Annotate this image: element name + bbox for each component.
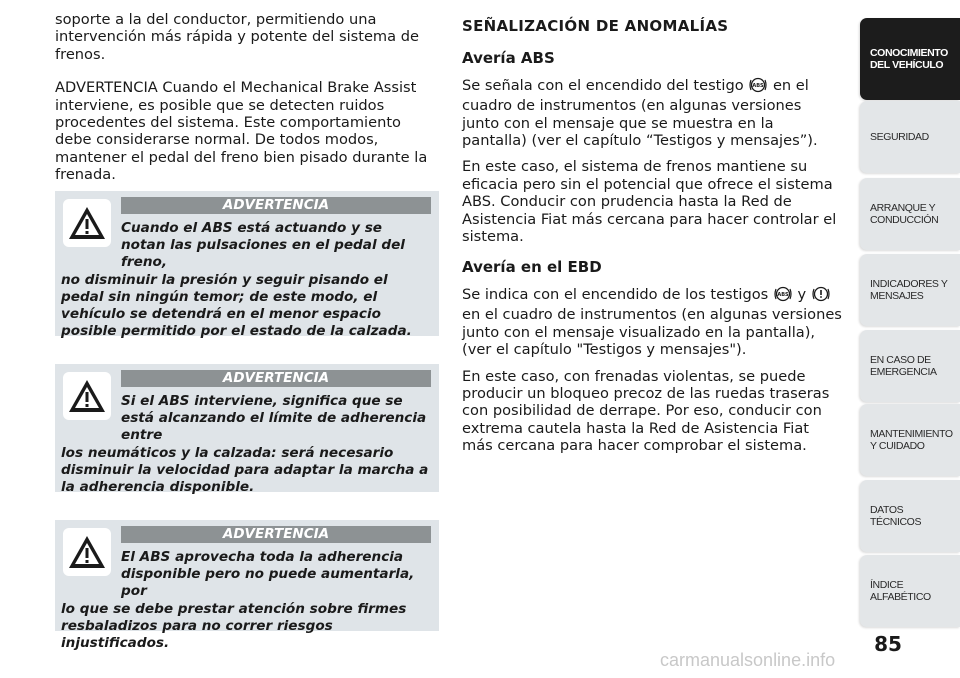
warning-heading: ADVERTENCIA bbox=[121, 370, 431, 387]
warning-heading: ADVERTENCIA bbox=[121, 526, 431, 543]
warning-lead: Si el ABS interviene, significa que se está alcanzando el límite de adherencia entre bbox=[121, 393, 427, 444]
warning-heading: ADVERTENCIA bbox=[121, 197, 431, 214]
warning-triangle-icon bbox=[63, 372, 111, 420]
warning-lead: El ABS aprovecha toda la adherencia disponible pero no puede aumentarla, por bbox=[121, 549, 415, 600]
tab-arranque-y-conduccion[interactable]: ARRANQUE Y CONDUCCIÓN bbox=[860, 178, 960, 250]
page-number: 85 bbox=[874, 632, 902, 656]
tab-mantenimiento-y-cuidado[interactable]: MANTENIMIENTO Y CUIDADO bbox=[860, 404, 960, 476]
abs-warning-light-icon bbox=[774, 286, 792, 306]
warning-box-3 bbox=[55, 520, 439, 652]
section-title: SEÑALIZACIÓN DE ANOMALÍAS bbox=[462, 17, 729, 35]
warning-text bbox=[61, 549, 431, 652]
right-column bbox=[462, 18, 842, 464]
abs-warning-light-icon bbox=[749, 77, 767, 97]
warning-box-1 bbox=[55, 191, 439, 340]
warning-text bbox=[61, 220, 431, 340]
warning-rest: lo que se debe prestar atención sobre firmes resbaladizos para no correr riesgos injustificados. bbox=[61, 600, 407, 652]
warning-rest: los neumáticos y la calzada: será necesario disminuir la velocidad para adaptar la marcha a la adherencia disponible. bbox=[61, 444, 429, 496]
intro-paragraph: soporte a la del conductor, permitiendo una intervención más rápida y potente del sistema de frenos. bbox=[55, 11, 419, 63]
tab-seguridad[interactable]: SEGURIDAD bbox=[860, 101, 960, 173]
watermark: carmanualsonline.info bbox=[660, 650, 836, 670]
warning-triangle-icon bbox=[63, 199, 111, 247]
warning-triangle-icon bbox=[63, 528, 111, 576]
left-column bbox=[55, 11, 440, 200]
warning-text bbox=[61, 393, 431, 496]
tab-indice-alfabetico[interactable]: ÍNDICE ALFABÉTICO bbox=[860, 555, 960, 627]
abs-failure-paragraph-1: Se señala con el encendido del testigo ABS en el cuadro de instrumentos (en algunas versiones junto con el mensaje que se muestra en la pantalla) (ver el capítulo “Testigos y mensajes”). bbox=[462, 76, 818, 150]
abs-failure-heading: Avería ABS bbox=[462, 49, 555, 68]
chapter-sidebar bbox=[858, 0, 960, 678]
warning-box-2 bbox=[55, 364, 439, 496]
ebd-failure-heading: Avería en el EBD bbox=[462, 258, 602, 277]
svg-text:ABS: ABS bbox=[752, 82, 764, 89]
warning-rest: no disminuir la presión y seguir pisando el pedal sin ningún temor; de este modo, el vehículo se detendrá en el menor espacio posible permitido por el estado de la calzada. bbox=[61, 271, 412, 340]
warning-lead: Cuando el ABS está actuando y se notan las pulsaciones en el pedal del freno, bbox=[121, 220, 405, 271]
svg-text:ABS: ABS bbox=[777, 291, 789, 298]
tab-en-caso-de-emergencia[interactable]: EN CASO DE EMERGENCIA bbox=[860, 330, 960, 402]
mechanical-brake-assist-paragraph: ADVERTENCIA Cuando el Mechanical Brake Assist interviene, es posible que se detecten ruidos procedentes del sistema. Este comportamiento debe considerarse normal. De todos modos, mantener el pedal del freno bien pisado durante la frenada. bbox=[55, 79, 428, 184]
ebd-failure-paragraph-1: Se indica con el encendido de los testigos ABS y en el cuadro de instrumentos (en algunas versiones junto con el mensaje visualizado en la pantalla), (ver el capítulo "Testigos y mensajes"). bbox=[462, 285, 842, 359]
tab-datos-tecnicos[interactable]: DATOS TÉCNICOS bbox=[860, 480, 960, 552]
ebd-failure-paragraph-2: En este caso, con frenadas violentas, se puede producir un bloqueo precoz de las ruedas traseras con posibilidad de derrape. Por eso, conducir con extrema cautela hasta la Red de Asistencia Fiat más cercana para hacer comprobar el sistema. bbox=[462, 367, 830, 455]
tab-indicadores-y-mensajes[interactable]: INDICADORES Y MENSAJES bbox=[860, 254, 960, 326]
abs-failure-paragraph-2: En este caso, el sistema de frenos mantiene su eficacia pero sin el potencial que ofrece el sistema ABS. Conducir con prudencia hasta la Red de Asistencia Fiat más cercana para hacer controlar el sistema. bbox=[462, 158, 837, 246]
brake-warning-light-icon bbox=[812, 286, 830, 306]
tab-conocimiento-del-vehiculo[interactable]: CONOCIMIENTO DEL VEHÍCULO bbox=[860, 18, 960, 100]
